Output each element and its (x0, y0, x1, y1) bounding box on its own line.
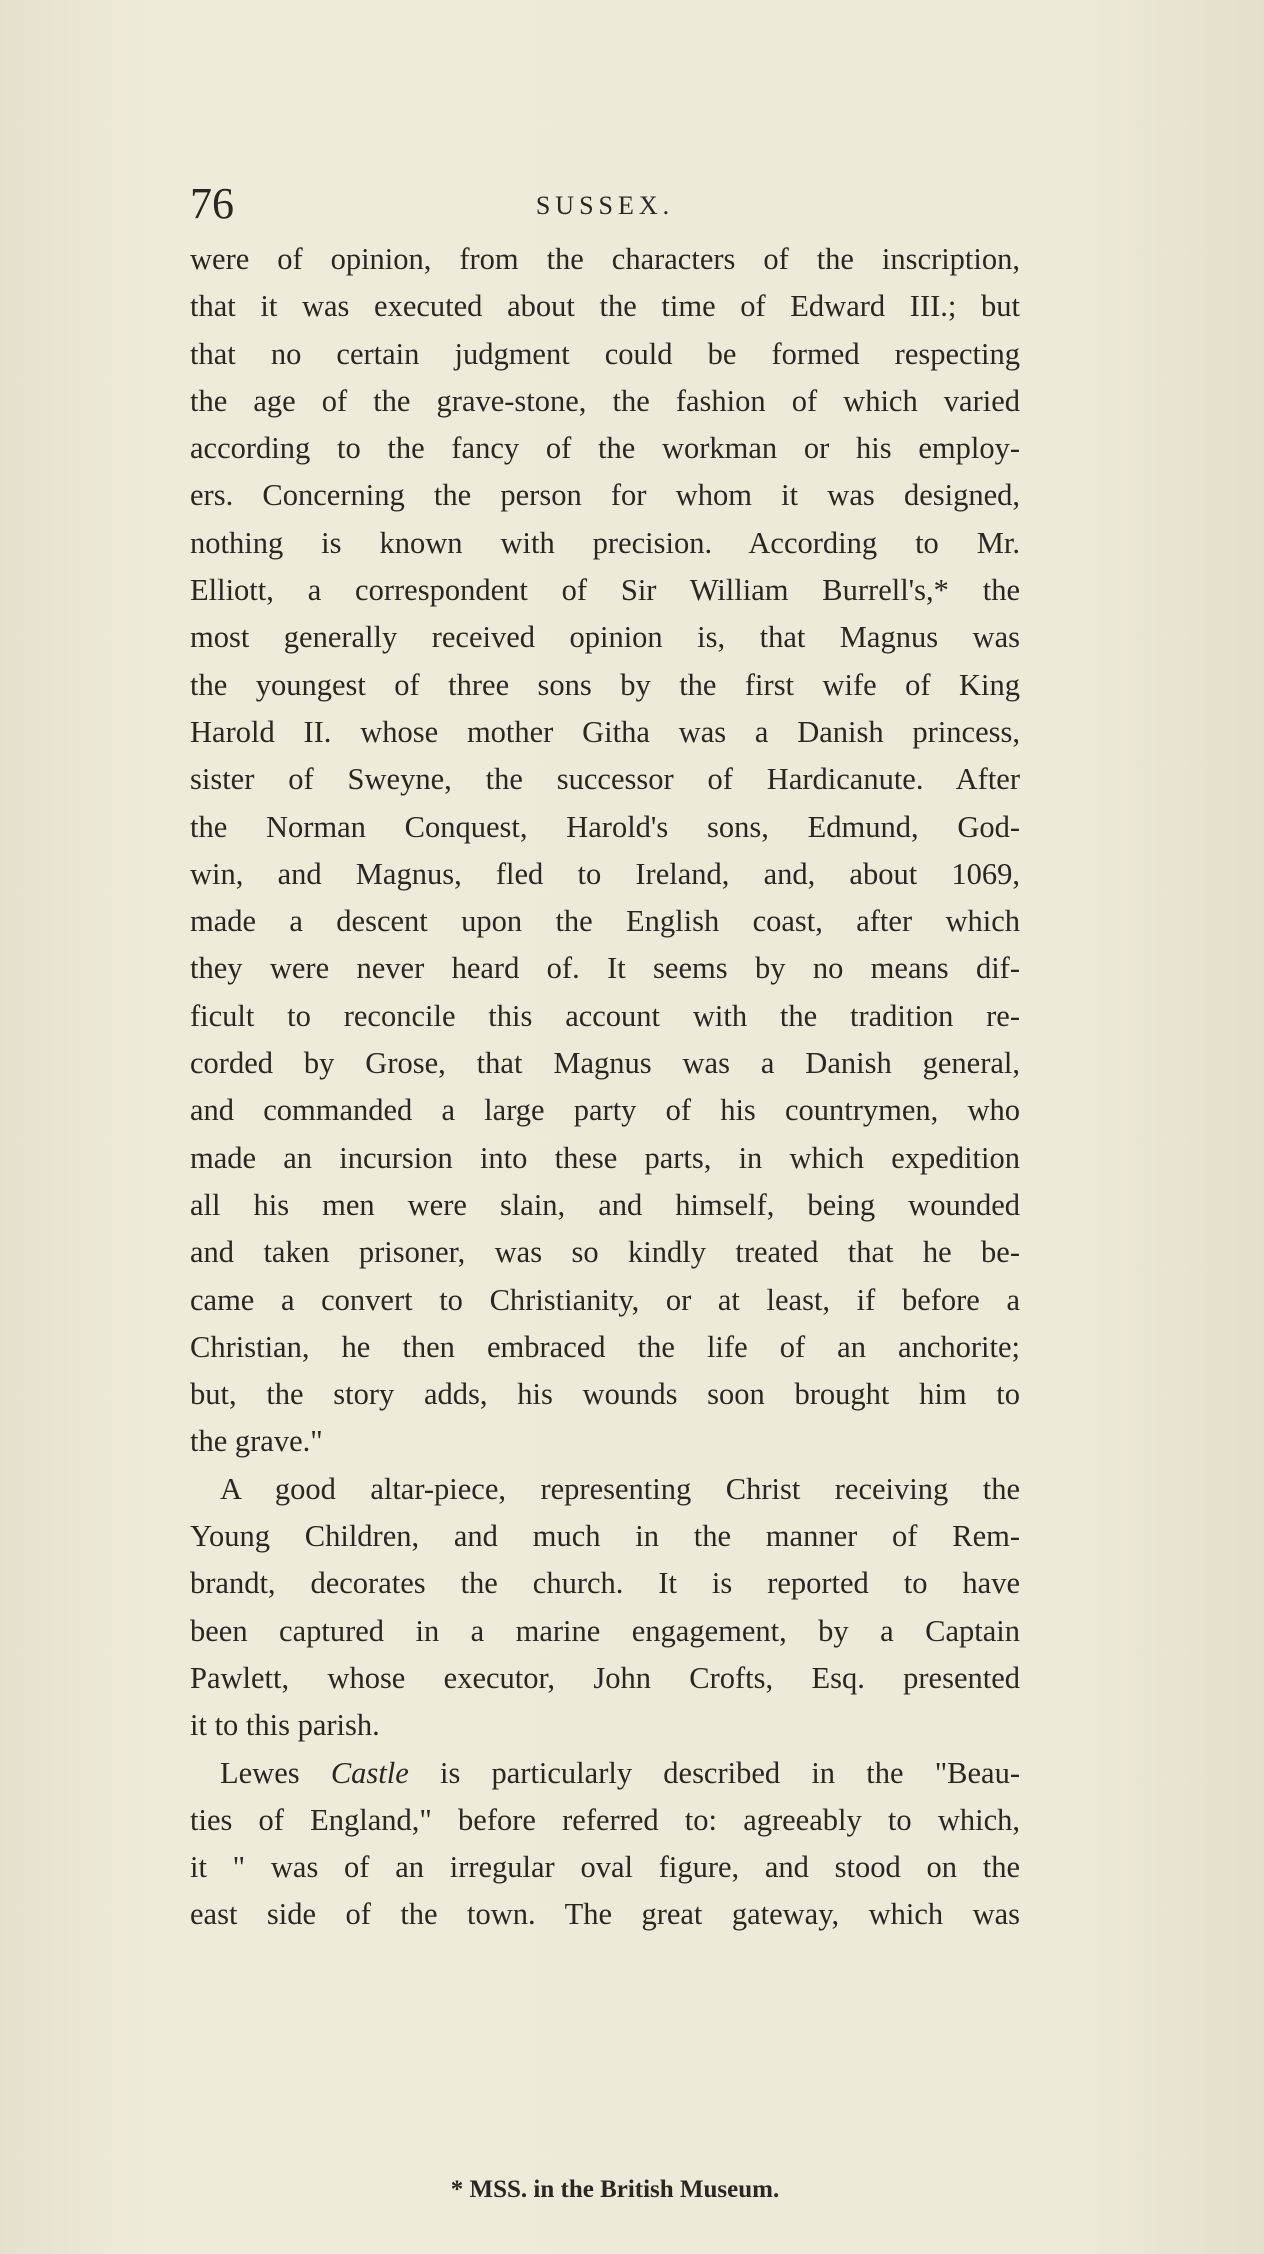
page-number: 76 (190, 179, 234, 228)
footnote: * MSS. in the British Museum. (450, 2176, 780, 2203)
text-line: ficult to reconcile this account with the tradition re- (190, 998, 1020, 1033)
text-line: win, and Magnus, fled to Ireland, and, about 1069, (190, 856, 1020, 891)
text-line: according to the fancy of the workman or his employ- (190, 431, 1020, 466)
text-line: the age of the grave-stone, the fashion of which varied (190, 383, 1020, 418)
text-line: that it was executed about the time of Edward III.; but (190, 289, 1020, 324)
text-line: Christian, he then embraced the life of an anchorite; (190, 1329, 1020, 1364)
text-line: Young Children, and much in the manner of Rem- (190, 1519, 1020, 1554)
text-line: ers. Concerning the person for whom it was designed, (190, 478, 1020, 513)
text-line: been captured in a marine engagement, by a Captain (190, 1613, 1020, 1648)
text-line: it " was of an irregular oval figure, and stood on the (190, 1850, 1020, 1885)
text-line: east side of the town. The great gateway, which was (190, 1897, 1020, 1932)
body-text (190, 236, 1020, 1939)
text-line: brandt, decorates the church. It is reported to have (190, 1566, 1020, 1601)
text-line: they were never heard of. It seems by no means dif- (190, 951, 1020, 986)
text-line: the youngest of three sons by the first wife of King (190, 667, 1020, 702)
text-line: but, the story adds, his wounds soon brought him to (190, 1377, 1020, 1412)
text-line: Pawlett, whose executor, John Crofts, Esq. presented (190, 1660, 1020, 1695)
text-line: Harold II. whose mother Githa was a Danish princess, (190, 714, 1020, 749)
text-line: it to this parish. (190, 1708, 380, 1743)
text-line: that no certain judgment could be formed respecting (190, 336, 1020, 371)
text-line: the Norman Conquest, Harold's sons, Edmund, God- (190, 809, 1020, 844)
italic-word: Castle (330, 1755, 409, 1790)
text-line: made a descent upon the English coast, after which (190, 904, 1020, 939)
text-line: most generally received opinion is, that Magnus was (190, 620, 1020, 655)
text-line: ties of England," before referred to: agreeably to which, (190, 1802, 1020, 1837)
text-line: and commanded a large party of his countrymen, who (190, 1093, 1020, 1128)
text-line: were of opinion, from the characters of the inscription, (190, 242, 1020, 276)
text-line: sister of Sweyne, the successor of Hardicanute. After (190, 762, 1020, 797)
text-line: and taken prisoner, was so kindly treated that he be- (190, 1235, 1020, 1270)
text-line: A good altar-piece, representing Christ receiving the (220, 1471, 1020, 1506)
text-line: all his men were slain, and himself, being wounded (190, 1187, 1020, 1222)
page-header (190, 180, 1020, 228)
text-line: came a convert to Christianity, or at least, if before a (190, 1282, 1020, 1317)
text-line: corded by Grose, that Magnus was a Danish general, (190, 1046, 1020, 1081)
text-line: nothing is known with precision. According to Mr. (190, 525, 1020, 560)
text-line: made an incursion into these parts, in which expedition (190, 1140, 1020, 1175)
text-line: the grave." (190, 1424, 323, 1459)
running-head: SUSSEX. (535, 191, 675, 220)
text-line: Lewes Castle is particularly described in the "Beau- (220, 1755, 1020, 1790)
text-line: Elliott, a correspondent of Sir William Burrell's,* the (190, 573, 1020, 608)
